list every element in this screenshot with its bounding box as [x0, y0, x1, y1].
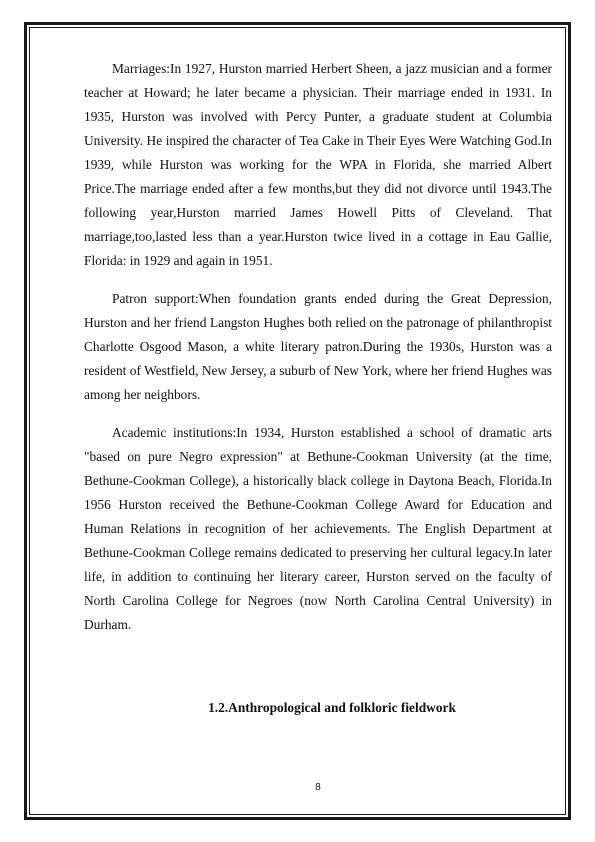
- paragraph-patron-support: Patron support:When foundation grants ended during the Great Depression, Hurston and her friend Langston Hughes both relied on the patronage of philanthropist Charlotte Osgood Mason, a white literary patron.During the 1930s, Hurston was a resident of Westfield, New Jersey, a suburb of New York, where her friend Hughes was among her neighbors.: [84, 291, 552, 402]
- paragraph-academic-institutions: Academic institutions:In 1934, Hurston established a school of dramatic arts "based on pure Negro expression" at Bethune-Cookman University (at the time, Bethune-Cookman College), a historically black college in Daytona Beach, Florida.In 1956 Hurston received the Bethune-Cookman College Award for Education and Human Relations in recognition of her achievements. The English Department at Bethune-Cookman College remains dedicated to preserving her cultural legacy.In later life, in addition to continuing her literary career, Hurston served on the faculty of North Carolina College for Negroes (now North Carolina Central University) in Durham.: [84, 425, 552, 632]
- section-heading: 1.2.Anthropological and folkloric fieldwork: [208, 700, 456, 715]
- body-text: [84, 57, 552, 651]
- page-number: 8: [315, 782, 321, 793]
- paragraph-marriages: Marriages:In 1927, Hurston married Herbert Sheen, a jazz musician and a former teacher at Howard; he later became a physician. Their marriage ended in 1931. In 1935, Hurston was involved with Percy Punter, a graduate student at Columbia University. He inspired the character of Tea Cake in Their Eyes Were Watching God.In 1939, while Hurston was working for the WPA in Florida, she married Albert Price.The marriage ended after a few months,but they did not divorce until 1943.The following year,Hurston married James Howell Pitts of Cleveland. That marriage,too,lasted less than a year.Hurston twice lived in a cottage in Eau Gallie, Florida: in 1929 and again in 1951.: [84, 61, 552, 268]
